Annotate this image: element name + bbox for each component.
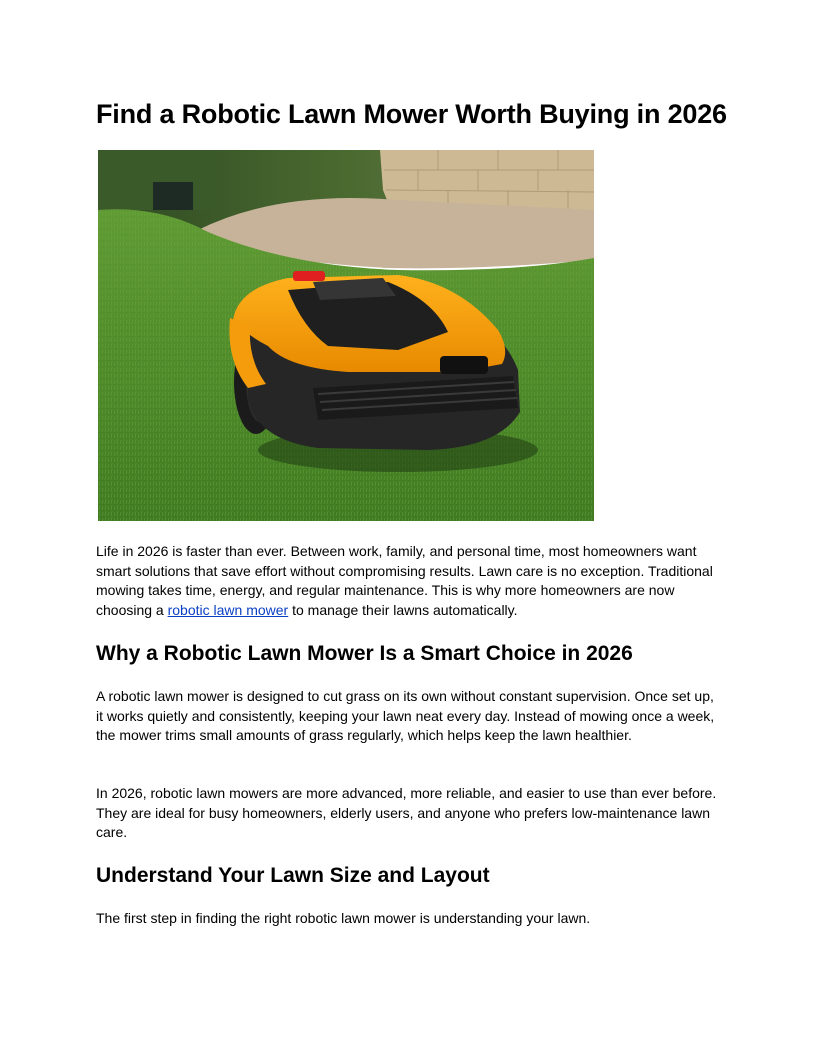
section2-paragraph-1: The first step in finding the right robotic lawn mower is understanding your lawn. — [96, 910, 591, 926]
mower-photo — [98, 150, 594, 521]
intro-paragraph — [96, 542, 718, 620]
intro-text-after: to manage their lawns automatically. — [288, 601, 518, 618]
robotic-lawn-mower-link[interactable]: robotic lawn mower — [167, 601, 289, 618]
page-title: Find a Robotic Lawn Mower Worth Buying in 2026 — [96, 99, 727, 129]
section1-paragraph-2: In 2026, robotic lawn mowers are more advanced, more reliable, and easier to use than ever before. They are ideal for busy homeowners, elderly users, and anyone who prefers low-maintenance lawn care. — [96, 785, 717, 841]
section1-paragraph-1: A robotic lawn mower is designed to cut grass on its own without constant supervision. Once set up, it works quietly and consistently, keeping your lawn neat every day. Instead of mowing once a week, the mower trims small amounts of grass regularly, which helps keep the lawn healthier. — [96, 688, 715, 744]
section-heading-smart-choice: Why a Robotic Lawn Mower Is a Smart Choice in 2026 — [96, 642, 633, 665]
intro-text-before: Life in 2026 is faster than ever. Between work, family, and personal time, most homeowners want smart solutions that save effort without compromising results. Lawn care is no exception. Traditional mowing takes time, energy, and regular maintenance. This is why more homeowners are now choosing a — [96, 543, 713, 618]
section-heading-lawn-size: Understand Your Lawn Size and Layout — [96, 864, 490, 887]
